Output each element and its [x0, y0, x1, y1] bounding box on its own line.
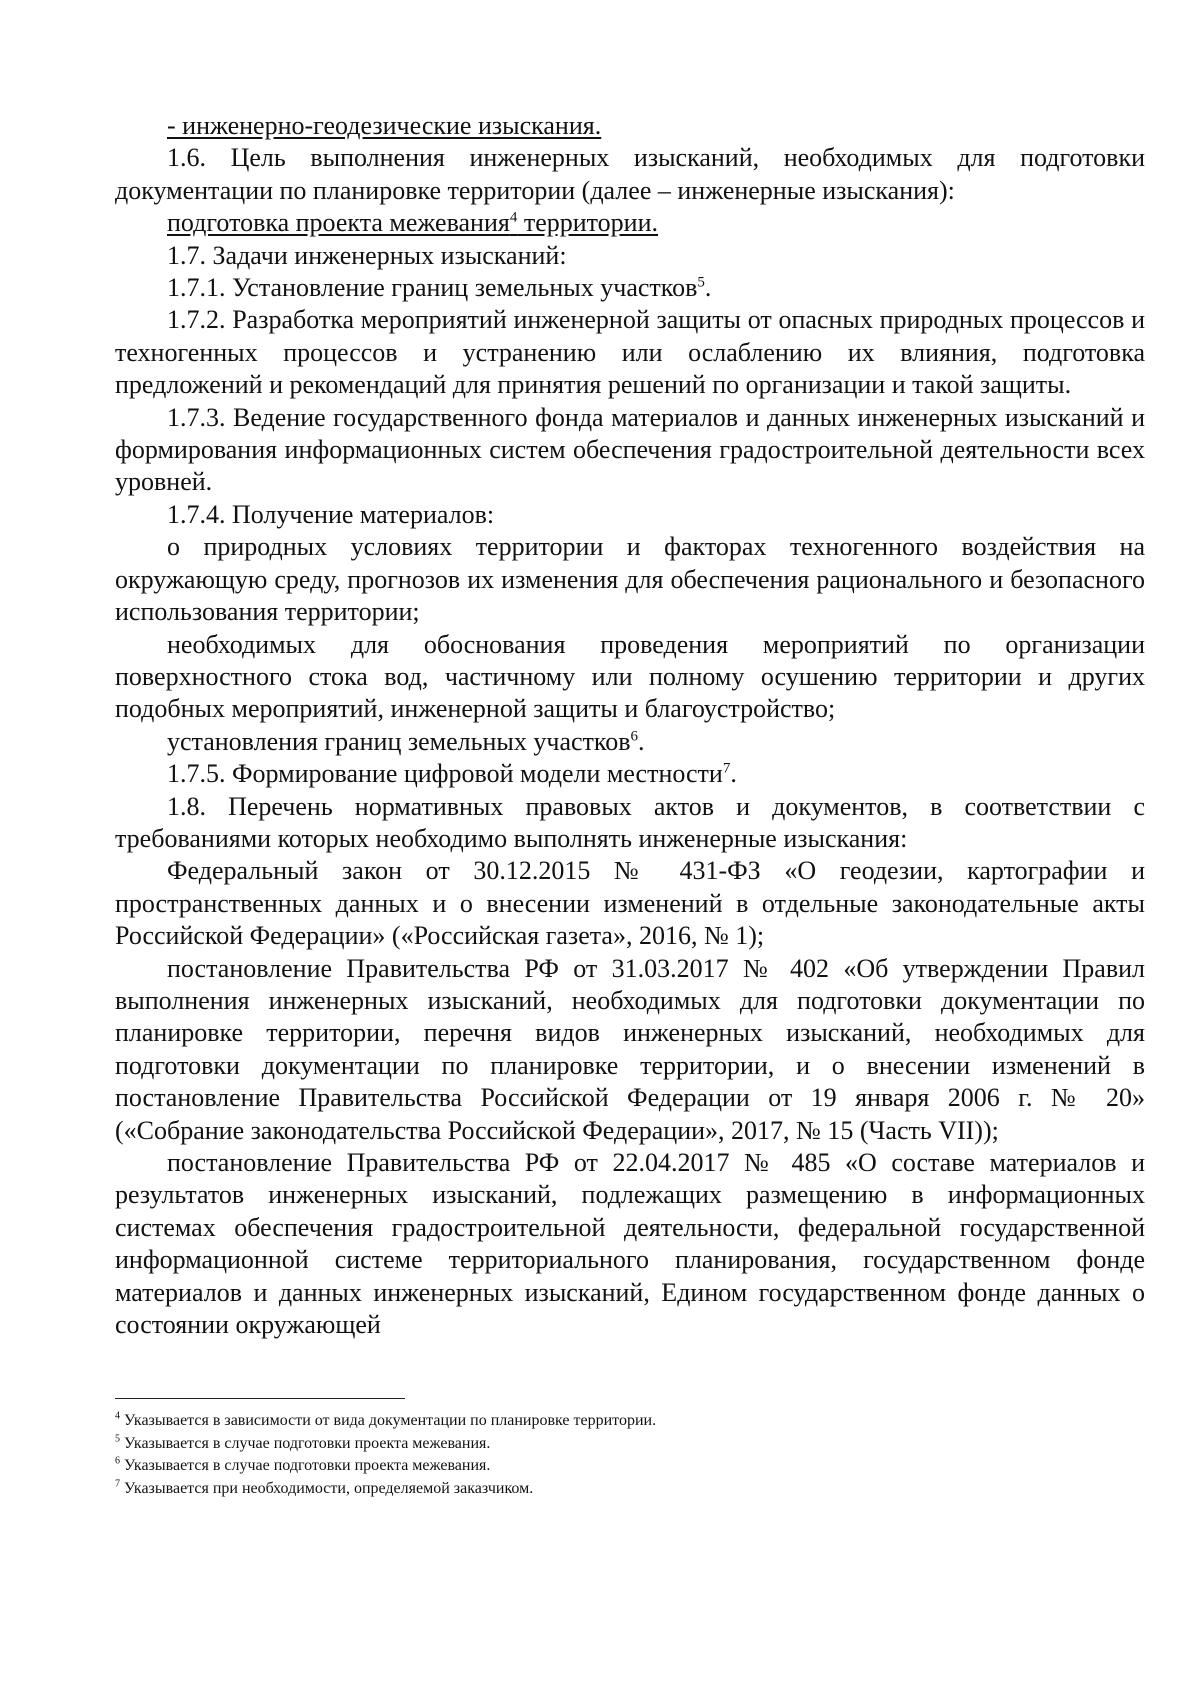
paragraph-decree-485: постановление Правительства РФ от 22.04.2017 № 485 «О составе материалов и результатов инженерных изысканий, подлежащих размещению в информационных системах обеспечения градостроительной деятельности, федеральной государственной информационной системе территориального планирования, государственном фонде материалов и данных инженерных изысканий, Едином государственном фонде данных о состоянии окружающей: [115, 1148, 1145, 1340]
paragraph-1-7-3: 1.7.3. Ведение государственного фонда материалов и данных инженерных изысканий и формирования информационных систем обеспечения градостроительной деятельности всех уровней.: [115, 402, 1145, 497]
paragraph-natural-conditions: о природных условиях территории и факторах техногенного воздействия на окружающую среду, прогнозов их изменения для обеспечения рационального и безопасного использования территории;: [115, 532, 1145, 627]
footnote-7-number: 7: [115, 1478, 120, 1490]
p-1-7-1-end: .: [704, 273, 712, 303]
goal-text-b: территории.: [517, 208, 659, 238]
paragraph-goal: [115, 207, 1145, 239]
footnote-ref-5[interactable]: 5: [697, 274, 705, 291]
paragraph-land-boundaries: [115, 726, 1145, 758]
footnote-4: [115, 1410, 1145, 1433]
footnote-ref-6[interactable]: 6: [630, 728, 638, 745]
footnote-5: [115, 1433, 1145, 1456]
document-body: [115, 110, 1145, 1341]
footnote-6-text: Указывается в случае подготовки проекта межевания.: [120, 1457, 491, 1474]
footnote-separator: [115, 1398, 405, 1399]
survey-type-text: - инженерно-геодезические изыскания.: [167, 111, 602, 140]
p-1-7-1-text: 1.7.1. Установление границ земельных участков: [167, 273, 698, 303]
footnote-4-number: 4: [115, 1410, 120, 1422]
paragraph-federal-law: Федеральный закон от 30.12.2015 № 431-ФЗ «О геодезии, картографии и пространственных данных и о внесении изменений в отдельные законодательные акты Российской Федерации» («Российская газета», 2016, № 1);: [115, 856, 1145, 951]
land-boundaries-end: .: [637, 726, 645, 756]
footnote-4-text: Указывается в зависимости от вида документации по планировке территории.: [120, 1412, 657, 1429]
footnotes: [115, 1410, 1145, 1500]
paragraph-1-7-2: 1.7.2. Разработка мероприятий инженерной защиты от опасных природных процессов и техногенных процессов и устранению или ослаблению их влияния, подготовка предложений и рекомендаций для принятия решений по организации и такой защиты.: [115, 305, 1145, 400]
paragraph-survey-type: [115, 110, 1145, 142]
footnote-5-text: Указывается в случае подготовки проекта межевания.: [120, 1434, 491, 1452]
footnote-5-number: 5: [115, 1433, 120, 1445]
goal-text-a: подготовка проекта межевания: [167, 208, 510, 238]
paragraph-1-7-1: [115, 272, 1145, 304]
paragraph-drainage: необходимых для обоснования проведения мероприятий по организации поверхностного стока вод, частичному или полному осушению территории и других подобных мероприятий, инженерной защиты и благоустройство;: [115, 629, 1145, 724]
footnote-6: [115, 1455, 1145, 1478]
paragraph-decree-402: постановление Правительства РФ от 31.03.2017 № 402 «Об утверждении Правил выполнения инженерных изысканий, необходимых для подготовки документации по планировке территории, перечня видов инженерных изысканий, необходимых для подготовки документации по планировке территории, и о внесении изменений в постановление Правительства Российской Федерации от 19 января 2006 г. № 20» («Собрание законодательства Российской Федерации», 2017, № 15 (Часть VII));: [115, 953, 1145, 1145]
paragraph-1-6: 1.6. Цель выполнения инженерных изысканий, необходимых для подготовки документации по планировке территории (далее – инженерные изыскания):: [115, 143, 1145, 205]
land-boundaries-text: установления границ земельных участков: [167, 726, 631, 756]
paragraph-1-7-4: 1.7.4. Получение материалов:: [167, 499, 495, 529]
goal-text: [167, 208, 658, 237]
footnote-7: [115, 1478, 1145, 1501]
p-1-7-5-end: .: [730, 759, 737, 789]
footnote-6-number: 6: [115, 1455, 120, 1467]
paragraph-1-7: 1.7. Задачи инженерных изысканий:: [167, 240, 567, 270]
footnote-ref-4[interactable]: 4: [509, 209, 518, 226]
p-1-7-5-text: 1.7.5. Формирование цифровой модели местности: [167, 759, 723, 789]
footnote-ref-7[interactable]: 7: [722, 760, 731, 777]
footnote-7-text: Указывается при необходимости, определяемой заказчиком.: [120, 1479, 534, 1497]
paragraph-1-7-5: [115, 758, 1145, 790]
paragraph-1-8: 1.8. Перечень нормативных правовых актов и документов, в соответствии с требованиями которых необходимо выполнять инженерные изыскания:: [115, 791, 1145, 853]
